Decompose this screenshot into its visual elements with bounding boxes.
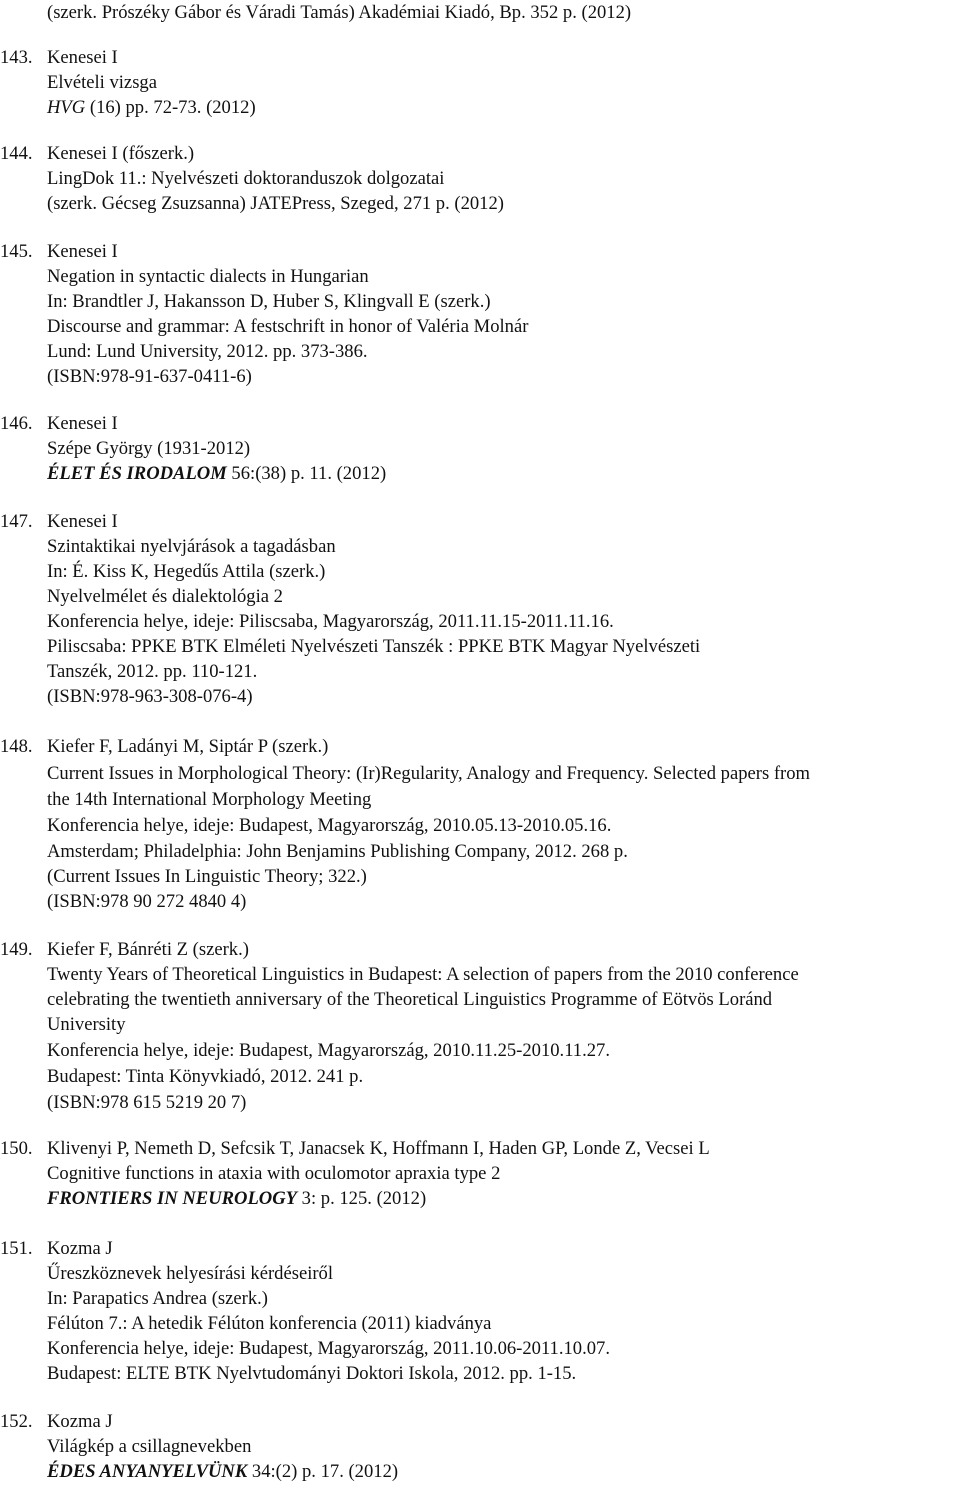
entry-line: Budapest: Tinta Könyvkiadó, 2012. 241 p. <box>47 1066 364 1087</box>
entry-number: 143. <box>0 47 33 68</box>
entry-line: Félúton 7.: A hetedik Félúton konferencia (2011) kiadványa <box>47 1313 492 1334</box>
entry-line: Discourse and grammar: A festschrift in honor of Valéria Molnár <box>47 316 529 337</box>
entry-source <box>47 1459 398 1484</box>
entry-line: University <box>47 1014 126 1035</box>
entry-line: Current Issues in Morphological Theory: (Ir)Regularity, Analogy and Frequency. Selected papers from <box>47 763 810 784</box>
entry-line: In: Brandtler J, Hakansson D, Huber S, Klingvall E (szerk.) <box>47 291 491 312</box>
entry-line: Konferencia helye, ideje: Budapest, Magyarország, 2010.05.13-2010.05.16. <box>47 815 612 836</box>
entry-line: LingDok 11.: Nyelvészeti doktoranduszok dolgozatai <box>47 168 445 189</box>
entry-line: In: É. Kiss K, Hegedűs Attila (szerk.) <box>47 561 326 582</box>
entry-line: (Current Issues In Linguistic Theory; 322.) <box>47 866 367 887</box>
entry-author: Kenesei I <box>47 413 118 434</box>
entry-line: Lund: Lund University, 2012. pp. 373-386. <box>47 341 368 362</box>
entry-line: celebrating the twentieth anniversary of the Theoretical Linguistics Programme of Eötvös Loránd <box>47 989 773 1010</box>
entry-number: 152. <box>0 1411 33 1432</box>
entry-author: Kenesei I <box>47 511 118 532</box>
journal-name: ÉDES ANYANYELVÜNK <box>47 1461 248 1482</box>
entry-line: (szerk. Gécseg Zsuzsanna) JATEPress, Szeged, 271 p. (2012) <box>47 193 504 214</box>
entry-line: Űreszköznevek helyesírási kérdéseiről <box>47 1263 334 1284</box>
journal-name: FRONTIERS IN NEUROLOGY <box>47 1188 298 1209</box>
entry-title: Világkép a csillagnevekben <box>47 1436 252 1457</box>
entry-title: Cognitive functions in ataxia with oculomotor apraxia type 2 <box>47 1163 501 1184</box>
entry-line: Nyelvelmélet és dialektológia 2 <box>47 586 283 607</box>
source-details: 34:(2) p. 17. (2012) <box>247 1461 399 1482</box>
entry-title: Szépe György (1931-2012) <box>47 438 251 459</box>
entry-author: Kiefer F, Ladányi M, Siptár P (szerk.) <box>47 736 329 757</box>
journal-name: HVG <box>47 97 86 118</box>
source-details: 3: p. 125. (2012) <box>297 1188 427 1209</box>
entry-number: 150. <box>0 1138 33 1159</box>
entry-author: Kozma J <box>47 1411 113 1432</box>
entry-line: Budapest: ELTE BTK Nyelvtudományi Doktori Iskola, 2012. pp. 1-15. <box>47 1363 577 1384</box>
entry-source <box>47 1186 426 1211</box>
entry-line: (ISBN:978 90 272 4840 4) <box>47 891 247 912</box>
entry-line: Amsterdam; Philadelphia: John Benjamins Publishing Company, 2012. 268 p. <box>47 841 628 862</box>
entry-author: Klivenyi P, Nemeth D, Sefcsik T, Janacsek K, Hoffmann I, Haden GP, Londe Z, Vecsei L <box>47 1138 710 1159</box>
entry-author: Kiefer F, Bánréti Z (szerk.) <box>47 939 249 960</box>
entry-number: 144. <box>0 143 33 164</box>
entry-author: Kozma J <box>47 1238 113 1259</box>
entry-line: Szintaktikai nyelvjárások a tagadásban <box>47 536 336 557</box>
entry-number: 147. <box>0 511 33 532</box>
entry-author: Kenesei I <box>47 47 118 68</box>
entry-line: Tanszék, 2012. pp. 110-121. <box>47 661 258 682</box>
entry-number: 145. <box>0 241 33 262</box>
entry-title: Elvételi vizsga <box>47 72 157 93</box>
entry-line: Konferencia helye, ideje: Budapest, Magyarország, 2010.11.25-2010.11.27. <box>47 1040 610 1061</box>
entry-source <box>47 95 256 120</box>
entry-line: In: Parapatics Andrea (szerk.) <box>47 1288 268 1309</box>
entry-line: (ISBN:978-91-637-0411-6) <box>47 366 252 387</box>
entry-number: 148. <box>0 736 33 757</box>
source-details: 56:(38) p. 11. (2012) <box>226 463 387 484</box>
entry-author: Kenesei I (főszerk.) <box>47 143 195 164</box>
entry-number: 151. <box>0 1238 33 1259</box>
entry-source <box>47 461 386 486</box>
entry-line: (ISBN:978 615 5219 20 7) <box>47 1092 247 1113</box>
entry-author: Kenesei I <box>47 241 118 262</box>
entry-line: Twenty Years of Theoretical Linguistics in Budapest: A selection of papers from the 2010 conference <box>47 964 799 985</box>
entry-number: 149. <box>0 939 33 960</box>
entry-line: Negation in syntactic dialects in Hungarian <box>47 266 369 287</box>
entry-line: Konferencia helye, ideje: Budapest, Magyarország, 2011.10.06-2011.10.07. <box>47 1338 610 1359</box>
entry-line: Konferencia helye, ideje: Piliscsaba, Magyarország, 2011.11.15-2011.11.16. <box>47 611 614 632</box>
entry-number: 146. <box>0 413 33 434</box>
entry-line: the 14th International Morphology Meeting <box>47 789 372 810</box>
continuation-line: (szerk. Prószéky Gábor és Váradi Tamás) Akadémiai Kiadó, Bp. 352 p. (2012) <box>47 2 632 23</box>
entry-line: (ISBN:978-963-308-076-4) <box>47 686 253 707</box>
journal-name: ÉLET ÉS IRODALOM <box>47 463 227 484</box>
entry-line: Piliscsaba: PPKE BTK Elméleti Nyelvészeti Tanszék : PPKE BTK Magyar Nyelvészeti <box>47 636 701 657</box>
source-details: (16) pp. 72-73. (2012) <box>89 97 256 118</box>
